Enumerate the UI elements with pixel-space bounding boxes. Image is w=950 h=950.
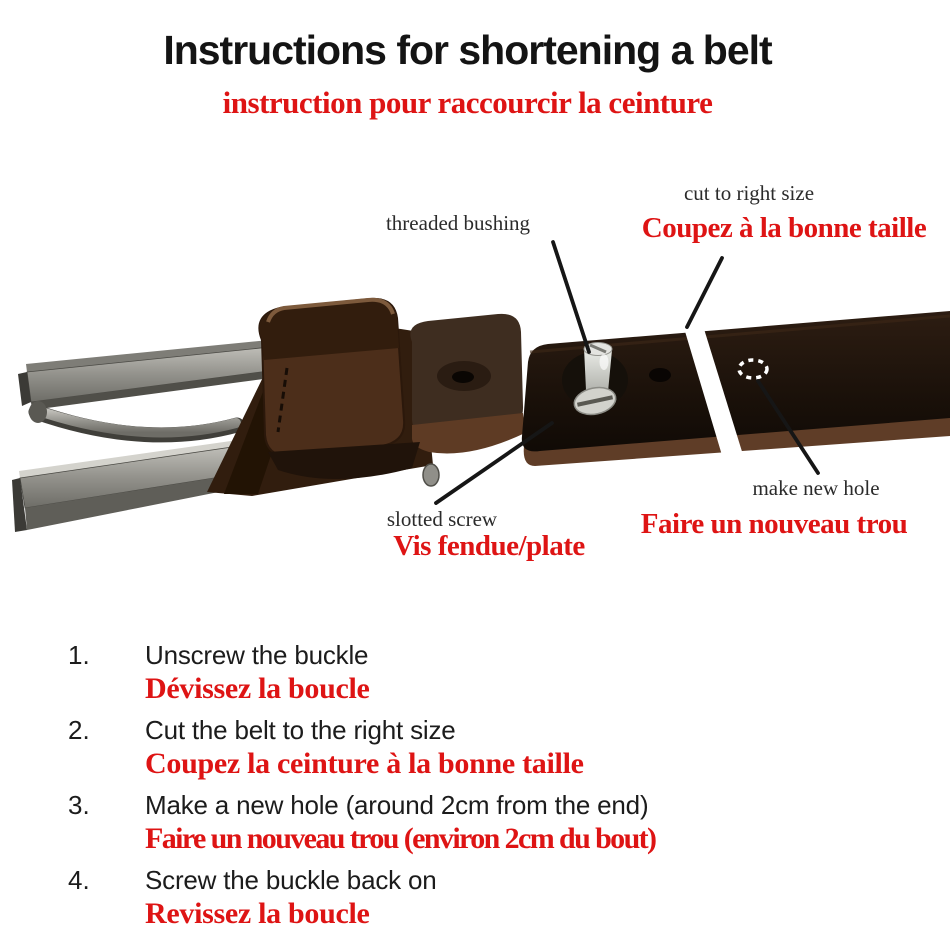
step-text-fr: Faire un nouveau trou (environ 2cm du bout) (145, 822, 656, 855)
step-item (68, 790, 868, 854)
label-new-hole-fr: Faire un nouveau trou (640, 508, 908, 540)
buckle-screw-hole-graphic (437, 361, 491, 391)
label-slotted-screw-en: slotted screw (386, 507, 498, 531)
callout-line-threaded-bushing (553, 242, 589, 352)
step-item (68, 715, 868, 779)
step-text-en: Make a new hole (around 2cm from the end) (145, 790, 649, 820)
step-number: 4. (68, 865, 90, 895)
callout-line-cut (687, 258, 722, 327)
step-text-fr: Revissez la boucle (145, 897, 370, 930)
label-new-hole-en: make new hole (752, 476, 880, 500)
label-slotted-screw-fr: Vis fendue/plate (393, 530, 585, 562)
step-number: 1. (68, 640, 90, 670)
label-cut-en: cut to right size (683, 181, 815, 205)
belt-leather-graphic (207, 299, 525, 496)
step-text-en: Unscrew the buckle (145, 640, 369, 670)
page-title: Instructions for shortening a belt (163, 27, 772, 73)
step-text-en: Cut the belt to the right size (145, 715, 456, 745)
step-item (68, 640, 868, 704)
step-list (68, 640, 868, 940)
existing-hole-graphic (649, 368, 671, 382)
step-text-fr: Dévissez la boucle (145, 672, 370, 705)
step-text-fr: Coupez la ceinture à la bonne taille (145, 747, 584, 780)
step-text-en: Screw the buckle back on (145, 865, 437, 895)
prong-tip-graphic (423, 464, 439, 486)
page-subtitle-fr: instruction pour raccourcir la ceinture (222, 85, 713, 120)
step-number: 2. (68, 715, 90, 745)
label-threaded-bushing: threaded bushing (385, 211, 531, 235)
strap-graphic (522, 311, 950, 466)
step-number: 3. (68, 790, 90, 820)
step-item (68, 865, 868, 929)
label-cut-fr: Coupez à la bonne taille (641, 212, 927, 244)
